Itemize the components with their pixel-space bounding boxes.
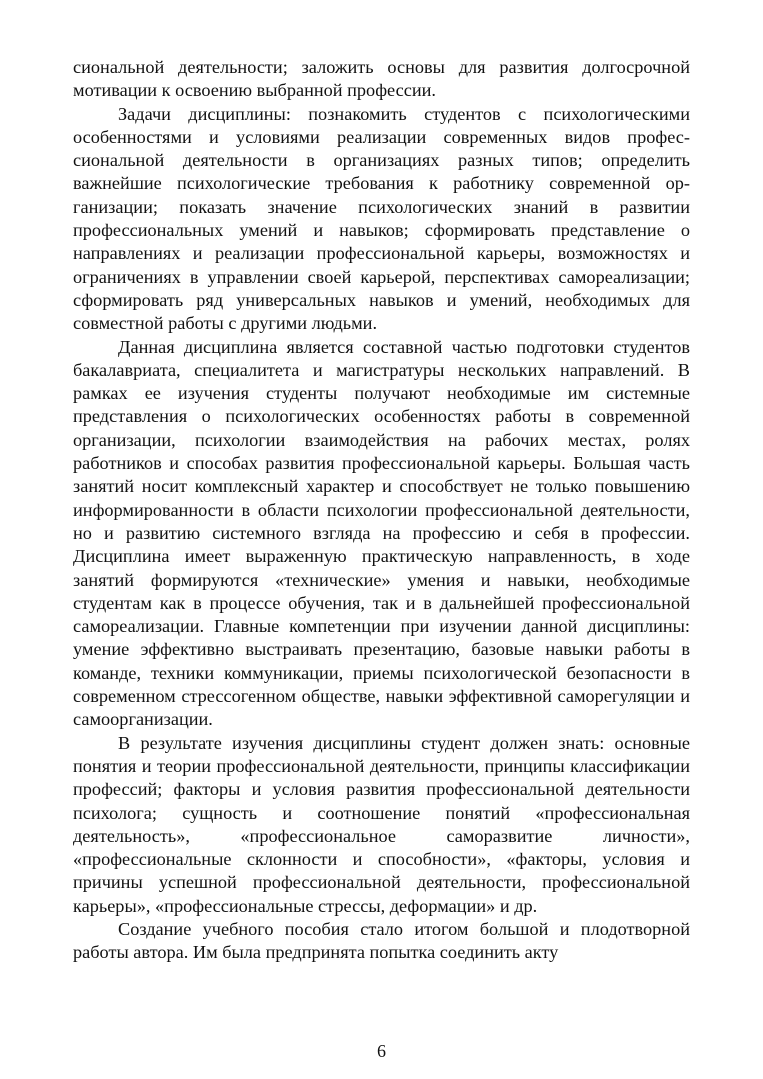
page-number: 6	[377, 1041, 386, 1061]
paragraph-4: В результате изучения дисциплины студент должен знать: основные понятия и теории профессиональной деятельности, принципы классификации профессий; факторы и условия развития профессиональной деятельности психолога; сущность и соотношение понятий «профессиональная деятельность», «профессиональное саморазвитие личности», «профессиональные склонности и способности», «факторы, условия и причины успешной профессиональной деятельности, профессиональной карьеры», «профессиональные стрессы, деформации» и др.	[73, 732, 690, 916]
paragraph-5: Создание учебного пособия стало итогом большой и плодотворной работы автора. Им была предпринята попытка соединить акту	[73, 918, 690, 963]
paragraph-3: Данная дисциплина является составной частью подготовки студентов бакалавриата, специалитета и магистратуры нескольких направлений. В рамках ее изучения студенты получают необходимые им системные представления о психологических особенностях работы в современной организации, психологии взаимодействия на рабочих местах, ролях работников и способах развития профессиональной карьеры. Большая часть занятий носит комплексный характер и способствует не только повышению информированности в области психологии профессиональной деятельности, но и развитию системного взгляда на профессию и себя в профессии. Дисциплина имеет выраженную практическую направленность, в ходе занятий формируются «технические» умения и навыки, необходимые студентам как в процессе обучения, так и в дальнейшей профессиональной самореализации. Главные компетенции при изучении данной дисциплины: умение эффективно выстраивать презентацию, базовые навыки работы в команде, техники коммуникации, приемы психологической безопасности в современном стрессогенном обществе, навыки эффективной саморегуляции и самоорганизации.	[73, 336, 690, 730]
page-body	[73, 56, 690, 965]
paragraph-1: сиональной деятельности; заложить основы для развития долгосрочной мотивации к освоению выбранной профессии.	[73, 57, 690, 101]
paragraph-2: Задачи дисциплины: познакомить студентов с психологическими особенностями и условиями реализации современных видов профессиональной деятельности в организациях разных типов; определить важнейшие психологические требования к работнику современной организации; показать значение психологических знаний в развитии профессиональных умений и навыков; сформировать представление о направлениях и реализации профессиональной карьеры, возможностях и ограничениях в управлении своей карьерой, перспективах самореализации; сформировать ряд универсальных навыков и умений, необходимых для совместной работы с другими людьми.	[73, 103, 690, 334]
